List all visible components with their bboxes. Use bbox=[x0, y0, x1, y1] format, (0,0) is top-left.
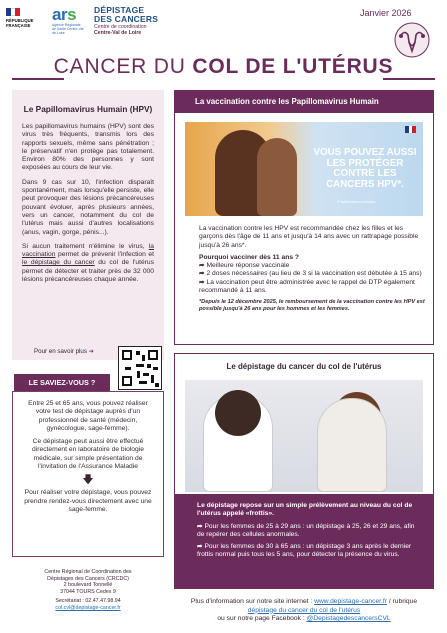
arrow-icon: ➦ bbox=[197, 522, 203, 530]
republique-francaise-logo: RÉPUBLIQUE FRANÇAISE bbox=[6, 8, 48, 40]
more-info-link[interactable]: Pour en savoir plus ➔ bbox=[34, 348, 94, 355]
publication-date: Janvier 2026 bbox=[360, 8, 412, 18]
contact-block: Centre Régional de Coordination des Dépistages des Cancers (CRCDC) 2 boulevard Tonnellé 37044 TOURS Cedex 9 Secrétariat : 02.47.47.98.94 col.cvl@depistage-cancer.fr bbox=[12, 569, 164, 612]
arrow-icon: ➦ bbox=[199, 278, 205, 286]
rubrique-link[interactable]: dépistage du cancer du col de l'utérus bbox=[247, 606, 361, 614]
contact-email-link[interactable]: col.cvl@depistage-cancer.fr bbox=[55, 604, 121, 611]
hpv-paragraph-1: Les papillomavirus humains (HPV) sont des virus très fréquents, transmis lors des rapports sexuels, même sans pénétration ; le préservatif n'en protège pas totalement. Environ 80% des personnes y sont exposées au cours de leur vie. bbox=[22, 123, 154, 172]
hpv-paragraph-3: Si aucun traitement n'élimine le virus, la vaccination permet de prévenir l'infection et le dépistage du cancer du col de l'utérus permet de détecter et traiter près de 32 000 lésions précancéreuses chaque année. bbox=[22, 242, 154, 284]
hpv-info-box bbox=[12, 90, 164, 360]
arrow-right-icon: ➔ bbox=[88, 348, 94, 355]
did-you-know-label: LE SAVIEZ-VOUS ? bbox=[14, 374, 110, 391]
did-you-know-box bbox=[12, 391, 164, 557]
vaccination-heading: La vaccination contre les Papillomavirus Humain bbox=[175, 91, 433, 113]
qr-code[interactable] bbox=[118, 346, 162, 390]
campaign-slogan: VOUS POUVEZ AUSSI LES PROTÉGER CONTRE LES CANCERS HPV*. bbox=[313, 147, 417, 190]
screening-photo bbox=[185, 380, 423, 492]
vaccination-campaign-image: VOUS POUVEZ AUSSI LES PROTÉGER CONTRE LES CANCERS HPV*. *Papillomavirus humains bbox=[185, 122, 423, 216]
did-you-know-paragraph-2: Ce dépistage peut aussi être effectué directement en laboratoire de biologie médicale, sur simple présentation de l'invitation de l'Assurance Maladie bbox=[32, 438, 144, 471]
header bbox=[0, 0, 447, 44]
french-flag-icon bbox=[6, 8, 20, 16]
french-flag-icon bbox=[405, 126, 416, 133]
ars-logo: ars Agence Régionale de Santé Centre-Val de Loire bbox=[52, 5, 84, 35]
arrow-icon: ➦ bbox=[197, 543, 203, 551]
screening-heading: Le dépistage du cancer du col de l'utérus bbox=[226, 362, 382, 371]
title-divider-left bbox=[12, 78, 64, 80]
did-you-know-paragraph-1: Entre 25 et 65 ans, vous pouvez réaliser votre test de dépistage auprès d'un professionnel de santé (médecin, gynécologue, sage-femme). bbox=[28, 400, 148, 432]
depistage-cancers-logo: DÉPISTAGE DES CANCERS Centre de coordination Centre-Val de Loire bbox=[94, 5, 159, 37]
website-link[interactable]: www.depistage-cancer.fr bbox=[314, 598, 387, 605]
arrow-down-icon: 🡇 bbox=[82, 474, 94, 487]
page-title: CANCER DU COL DE L'UTÉRUS bbox=[53, 55, 394, 78]
hpv-paragraph-2: Dans 9 cas sur 10, l'infection disparaît spontanément, mais lorsqu'elle persiste, elle peut provoquer des lésions précancéreuses pouvant évoluer, après plusieurs années, vers un cancer, notamment du col de l'utérus mais aussi d'autres localisations (anus, vagin, gorge, pénis...). bbox=[22, 178, 154, 236]
vaccination-text: La vaccination contre les HPV est recommandée chez les filles et les garçons dès l'âge de 11 ans et jusqu'à 14 ans avec un rattrapage possible jusqu'à 26 ans*. Pourquoi vacciner dès 11 ans ? ➦ Meilleure réponse vaccinale ➦ 2 doses nécessaires (au lieu de 3 si la vaccination est débutée à 15 ans) ➦ La vaccination peut être administrée avec le rappel de DTP également recommandé à 11 ans. *Depuis le 12 décembre 2025, le remboursement de la vaccination contre les HPV est possible jusqu'à 26 ans pour les hommes et les femmes. bbox=[199, 225, 425, 313]
arrow-icon: ➦ bbox=[199, 262, 205, 270]
facebook-link[interactable]: @DepistagedescancersCVL bbox=[306, 615, 391, 622]
screening-text: Le dépistage repose sur un simple prélèvement au niveau du col de l'utérus appelé «frottis». ➦ Pour les femmes de 25 à 29 ans : un dépistage à 25, 26 et 29 ans, afin de repérer des cellules anormales. ➦ Pour les femmes de 30 à 65 ans : un dépistage 3 ans après le dernier frottis normal puis tous les 5 ans, pour détecter la présence du virus. bbox=[175, 494, 433, 588]
vaccination-section bbox=[174, 90, 434, 345]
title-divider-right bbox=[383, 78, 435, 80]
did-you-know-paragraph-3: Pour réaliser votre dépistage, vous pouvez prendre rendez-vous directement avec une sage-femme. bbox=[24, 489, 152, 513]
uterus-icon bbox=[392, 22, 432, 58]
hpv-heading: Le Papillomavirus Humain (HPV) bbox=[23, 104, 153, 114]
screening-section bbox=[174, 353, 434, 589]
arrow-icon: ➦ bbox=[199, 270, 205, 278]
vaccination-footnote: *Depuis le 12 décembre 2025, le remboursement de la vaccination contre les HPV est possible jusqu'à 26 ans pour les hommes et les femmes. bbox=[199, 299, 425, 313]
footer-info: Plus d'information sur notre site internet : www.depistage-cancer.fr / rubrique dépistage du cancer du col de l'utérus ou sur notre page Facebook : @DepistagedescancersCVL bbox=[176, 598, 432, 624]
